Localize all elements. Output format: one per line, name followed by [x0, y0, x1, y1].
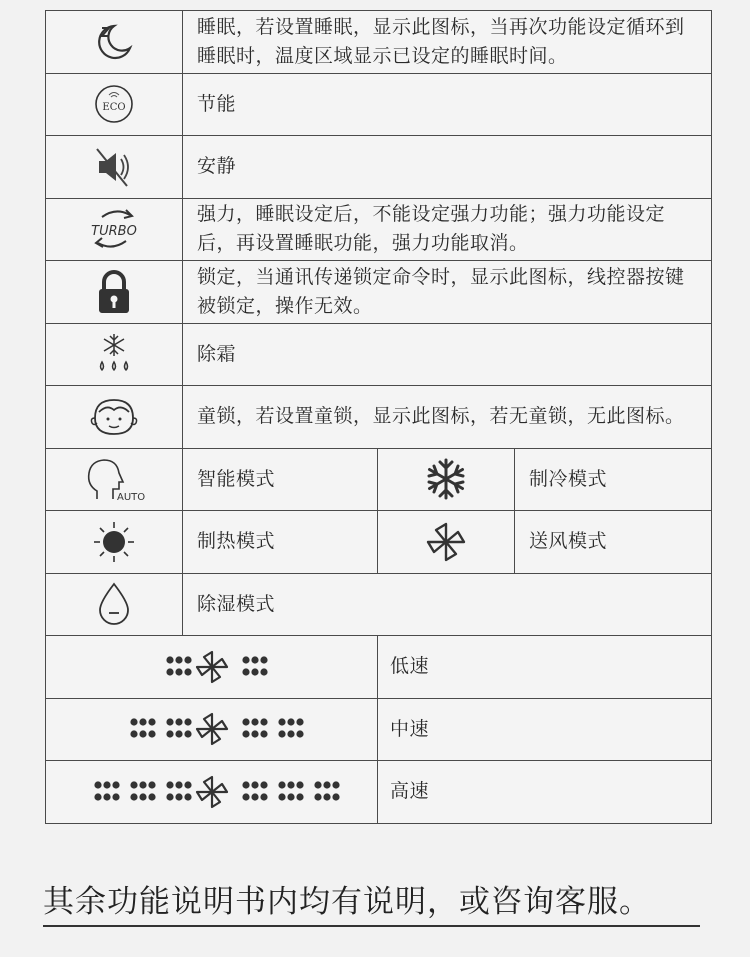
turbo-icon [46, 198, 183, 261]
table-row [46, 448, 712, 511]
quiet-description: 安静 [183, 136, 712, 199]
fan-icon [378, 511, 515, 574]
table-row [46, 386, 712, 449]
auto-mode-label: 智能模式 [183, 448, 378, 511]
child-lock-description: 童锁，若设置童锁，显示此图标，若无童锁，无此图标。 [183, 386, 712, 449]
child-face-icon [46, 386, 183, 449]
table-row [46, 761, 712, 824]
auto-label: AUTO [117, 492, 145, 504]
table-row [46, 261, 712, 324]
lock-icon [46, 261, 183, 324]
table-row [46, 11, 712, 74]
sun-icon [46, 511, 183, 574]
mute-speaker-icon [46, 136, 183, 199]
table-row [46, 198, 712, 261]
high-speed-label: 高速 [378, 761, 712, 824]
footer-note: 其余功能说明书内均有说明，或咨询客服。 [43, 876, 700, 927]
fan-mode-label: 送风模式 [515, 511, 712, 574]
water-drop-icon [46, 573, 183, 636]
eco-label: ECO [102, 102, 126, 114]
low-speed-label: 低速 [378, 636, 712, 699]
lock-description: 锁定，当通讯传递锁定命令时，显示此图标，线控器按键被锁定，操作无效。 [183, 261, 712, 324]
fan-speed-mid-icon [46, 698, 378, 761]
dry-mode-label: 除湿模式 [183, 573, 712, 636]
table-row [46, 73, 712, 136]
table-row [46, 136, 712, 199]
table-row [46, 511, 712, 574]
table-row [46, 323, 712, 386]
cool-mode-label: 制冷模式 [515, 448, 712, 511]
sleep-description: 睡眠，若设置睡眠，显示此图标，当再次功能设定循环到睡眠时，温度区域显示已设定的睡眠时间。 [183, 11, 712, 74]
fan-speed-low-icon [46, 636, 378, 699]
auto-head-icon [46, 448, 183, 511]
defrost-description: 除霜 [183, 323, 712, 386]
table-row [46, 636, 712, 699]
eco-icon [46, 73, 183, 136]
turbo-description: 强力，睡眠设定后，不能设定强力功能；强力功能设定后，再设置睡眠功能，强力功能取消。 [183, 198, 712, 261]
snowflake-icon [378, 448, 515, 511]
turbo-label: TURBO [91, 224, 137, 240]
sleep-moon-icon [46, 11, 183, 74]
defrost-icon [46, 323, 183, 386]
table-row [46, 698, 712, 761]
eco-description: 节能 [183, 73, 712, 136]
function-icon-table [45, 10, 712, 824]
mid-speed-label: 中速 [378, 698, 712, 761]
heat-mode-label: 制热模式 [183, 511, 378, 574]
fan-speed-high-icon [46, 761, 378, 824]
table-row [46, 573, 712, 636]
